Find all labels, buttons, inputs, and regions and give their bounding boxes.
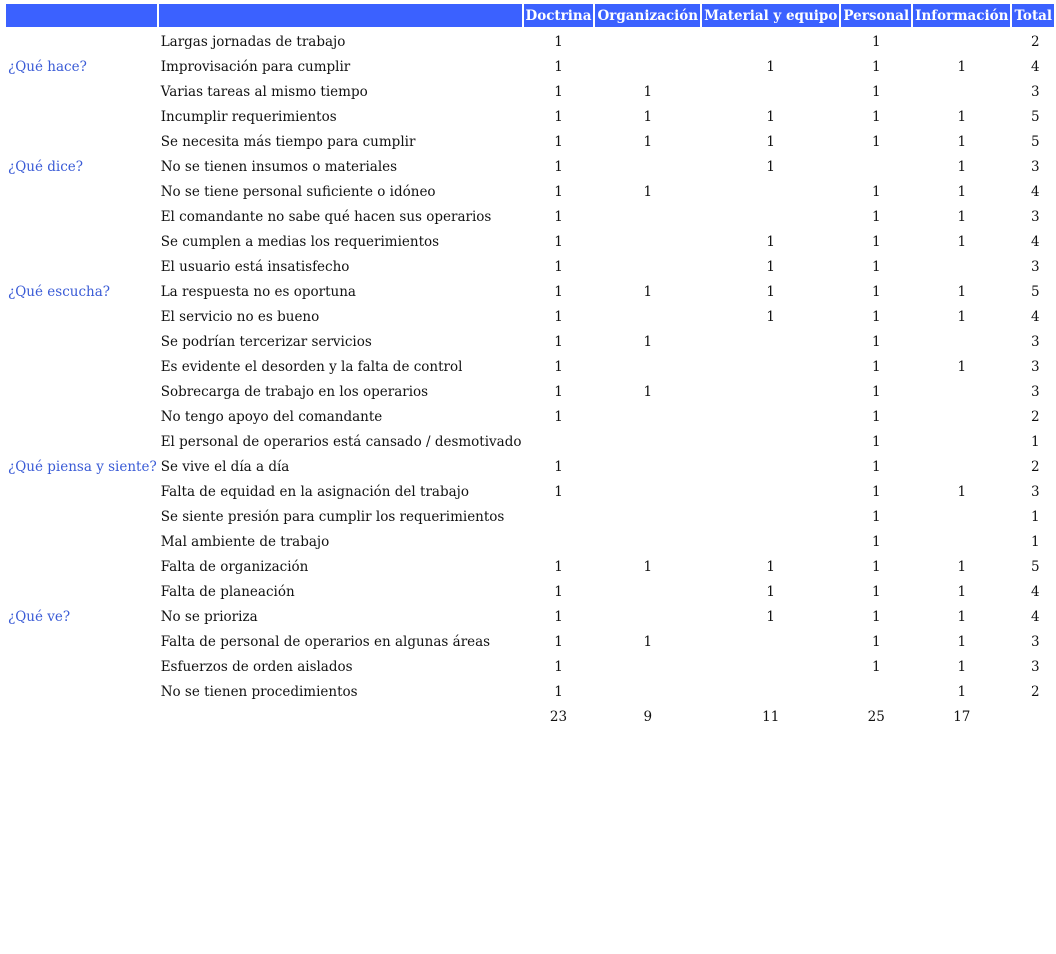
category-label: ¿Qué escucha? bbox=[8, 283, 110, 300]
category-label: ¿Qué hace? bbox=[8, 58, 87, 75]
value-cell: 1 bbox=[766, 158, 776, 175]
value-cell: 1 bbox=[643, 633, 653, 650]
value-cell bbox=[595, 529, 700, 554]
item-label: Se necesita más tiempo para cumplir bbox=[160, 133, 416, 150]
value-cell bbox=[913, 254, 1010, 279]
value-cell: 1 bbox=[766, 308, 776, 325]
value-cell bbox=[702, 379, 839, 404]
value-cell: 1 bbox=[554, 483, 563, 500]
row-total-cell: 4 bbox=[1030, 233, 1040, 250]
item-label: Se vive el día a día bbox=[160, 458, 290, 475]
value-cell: 1 bbox=[871, 458, 881, 475]
value-cell: 1 bbox=[554, 358, 563, 375]
column-total-cell: 25 bbox=[867, 708, 885, 725]
value-cell: 1 bbox=[871, 658, 881, 675]
row-total-cell: 3 bbox=[1030, 208, 1040, 225]
table-row bbox=[6, 479, 1054, 504]
category-label bbox=[6, 129, 157, 154]
value-cell: 1 bbox=[554, 258, 563, 275]
value-cell: 1 bbox=[766, 283, 776, 300]
row-total-cell: 1 bbox=[1030, 533, 1040, 550]
value-cell bbox=[595, 604, 700, 629]
value-cell: 1 bbox=[871, 283, 881, 300]
value-cell: 1 bbox=[643, 108, 653, 125]
item-label: Se siente presión para cumplir los requerimientos bbox=[160, 508, 505, 525]
item-label: No se tiene personal suficiente o idóneo bbox=[160, 183, 436, 200]
row-total-cell: 1 bbox=[1030, 433, 1040, 450]
item-label: Se podrían tercerizar servicios bbox=[160, 333, 372, 350]
table-row bbox=[6, 279, 1054, 304]
value-cell: 1 bbox=[554, 383, 563, 400]
table-row bbox=[6, 354, 1054, 379]
value-cell bbox=[913, 329, 1010, 354]
header-row bbox=[6, 4, 1054, 27]
table-row bbox=[6, 454, 1054, 479]
value-cell bbox=[702, 479, 839, 504]
table-row bbox=[6, 504, 1054, 529]
table-row bbox=[6, 254, 1054, 279]
row-total-cell: 3 bbox=[1030, 383, 1040, 400]
table-row bbox=[6, 129, 1054, 154]
survey-table bbox=[4, 4, 1056, 729]
value-cell bbox=[595, 229, 700, 254]
value-cell: 1 bbox=[871, 308, 881, 325]
value-cell: 1 bbox=[554, 158, 563, 175]
value-cell: 1 bbox=[957, 483, 967, 500]
table-row bbox=[6, 629, 1054, 654]
value-cell: 1 bbox=[554, 283, 563, 300]
value-cell: 1 bbox=[766, 133, 776, 150]
value-cell bbox=[524, 529, 594, 554]
value-cell: 1 bbox=[766, 233, 776, 250]
value-cell: 1 bbox=[554, 233, 563, 250]
value-cell bbox=[595, 27, 700, 54]
value-cell: 1 bbox=[643, 183, 653, 200]
value-cell: 1 bbox=[957, 283, 967, 300]
row-total-cell: 2 bbox=[1030, 458, 1040, 475]
value-cell bbox=[702, 629, 839, 654]
category-label bbox=[6, 204, 157, 229]
row-total-cell: 4 bbox=[1030, 608, 1040, 625]
value-cell: 1 bbox=[957, 358, 967, 375]
value-cell bbox=[913, 79, 1010, 104]
value-cell: 1 bbox=[871, 558, 881, 575]
value-cell bbox=[702, 679, 839, 704]
header-material-equipo: Material y equipo bbox=[702, 4, 839, 27]
value-cell bbox=[595, 479, 700, 504]
row-total-cell: 5 bbox=[1030, 108, 1040, 125]
value-cell bbox=[913, 404, 1010, 429]
value-cell bbox=[702, 27, 839, 54]
value-cell: 1 bbox=[871, 108, 881, 125]
value-cell: 1 bbox=[554, 408, 563, 425]
value-cell: 1 bbox=[871, 483, 881, 500]
value-cell: 1 bbox=[957, 133, 967, 150]
value-cell: 1 bbox=[871, 58, 881, 75]
column-total-cell: 9 bbox=[643, 708, 653, 725]
row-total-cell: 3 bbox=[1030, 83, 1040, 100]
value-cell: 1 bbox=[871, 608, 881, 625]
value-cell: 1 bbox=[957, 308, 967, 325]
item-label: El personal de operarios está cansado / desmotivado bbox=[160, 433, 522, 450]
row-total-cell: 3 bbox=[1030, 258, 1040, 275]
value-cell: 1 bbox=[643, 133, 653, 150]
value-cell bbox=[841, 154, 911, 179]
category-label bbox=[6, 654, 157, 679]
value-cell: 1 bbox=[871, 258, 881, 275]
row-total-cell: 3 bbox=[1030, 633, 1040, 650]
category-label bbox=[6, 229, 157, 254]
table-row bbox=[6, 104, 1054, 129]
value-cell bbox=[595, 454, 700, 479]
row-total-cell: 2 bbox=[1030, 33, 1040, 50]
item-label: El servicio no es bueno bbox=[160, 308, 320, 325]
category-label bbox=[6, 304, 157, 329]
table-row bbox=[6, 229, 1054, 254]
value-cell bbox=[595, 54, 700, 79]
value-cell bbox=[913, 529, 1010, 554]
header-informacion: Información bbox=[913, 4, 1010, 27]
category-label bbox=[6, 79, 157, 104]
row-total-cell: 3 bbox=[1030, 158, 1040, 175]
value-cell: 1 bbox=[871, 533, 881, 550]
value-cell: 1 bbox=[643, 333, 653, 350]
value-cell bbox=[595, 429, 700, 454]
value-cell bbox=[595, 254, 700, 279]
value-cell bbox=[702, 654, 839, 679]
category-label bbox=[6, 479, 157, 504]
value-cell: 1 bbox=[957, 558, 967, 575]
value-cell: 1 bbox=[871, 433, 881, 450]
category-label bbox=[6, 629, 157, 654]
table-row bbox=[6, 54, 1054, 79]
table-row bbox=[6, 179, 1054, 204]
table-row bbox=[6, 579, 1054, 604]
row-total-cell: 4 bbox=[1030, 583, 1040, 600]
value-cell: 1 bbox=[871, 358, 881, 375]
value-cell: 1 bbox=[957, 108, 967, 125]
value-cell: 1 bbox=[871, 508, 881, 525]
value-cell: 1 bbox=[957, 208, 967, 225]
value-cell bbox=[841, 679, 911, 704]
empty-cell bbox=[159, 704, 522, 729]
category-label bbox=[6, 554, 157, 579]
item-label: Falta de equidad en la asignación del trabajo bbox=[160, 483, 469, 500]
value-cell: 1 bbox=[554, 633, 563, 650]
value-cell: 1 bbox=[871, 133, 881, 150]
value-cell: 1 bbox=[554, 308, 563, 325]
category-label bbox=[6, 254, 157, 279]
table-row bbox=[6, 429, 1054, 454]
value-cell: 1 bbox=[871, 83, 881, 100]
value-cell bbox=[702, 329, 839, 354]
value-cell bbox=[524, 429, 594, 454]
value-cell: 1 bbox=[871, 383, 881, 400]
table-row bbox=[6, 79, 1054, 104]
value-cell: 1 bbox=[554, 33, 563, 50]
value-cell: 1 bbox=[957, 583, 967, 600]
value-cell bbox=[595, 154, 700, 179]
row-total-cell: 4 bbox=[1030, 308, 1040, 325]
table-row bbox=[6, 554, 1054, 579]
value-cell: 1 bbox=[554, 583, 563, 600]
item-label: Mal ambiente de trabajo bbox=[160, 533, 330, 550]
value-cell: 1 bbox=[554, 608, 563, 625]
totals-row bbox=[6, 704, 1054, 729]
column-total-cell: 11 bbox=[762, 708, 780, 725]
category-label bbox=[6, 529, 157, 554]
item-label: No se prioriza bbox=[160, 608, 258, 625]
category-label bbox=[6, 27, 157, 54]
value-cell: 1 bbox=[957, 633, 967, 650]
value-cell: 1 bbox=[643, 558, 653, 575]
table-row bbox=[6, 404, 1054, 429]
value-cell: 1 bbox=[766, 258, 776, 275]
table-row bbox=[6, 654, 1054, 679]
value-cell: 1 bbox=[957, 183, 967, 200]
value-cell: 1 bbox=[554, 133, 563, 150]
value-cell bbox=[702, 204, 839, 229]
value-cell bbox=[913, 454, 1010, 479]
row-total-cell: 4 bbox=[1030, 58, 1040, 75]
value-cell bbox=[702, 79, 839, 104]
table-row bbox=[6, 204, 1054, 229]
value-cell: 1 bbox=[643, 83, 653, 100]
row-total-cell: 5 bbox=[1030, 283, 1040, 300]
value-cell: 1 bbox=[766, 58, 776, 75]
value-cell: 1 bbox=[957, 683, 967, 700]
header-total: Total bbox=[1012, 4, 1054, 27]
value-cell bbox=[702, 429, 839, 454]
category-label bbox=[6, 429, 157, 454]
item-label: Varias tareas al mismo tiempo bbox=[160, 83, 368, 100]
value-cell: 1 bbox=[871, 183, 881, 200]
value-cell: 1 bbox=[554, 333, 563, 350]
header-cell-category bbox=[6, 4, 157, 27]
value-cell: 1 bbox=[766, 608, 776, 625]
value-cell bbox=[702, 504, 839, 529]
item-label: El usuario está insatisfecho bbox=[160, 258, 350, 275]
row-total-cell: 1 bbox=[1030, 508, 1040, 525]
value-cell: 1 bbox=[554, 83, 563, 100]
row-total-cell: 5 bbox=[1030, 133, 1040, 150]
value-cell bbox=[595, 679, 700, 704]
value-cell bbox=[595, 204, 700, 229]
table-row bbox=[6, 529, 1054, 554]
value-cell: 1 bbox=[766, 558, 776, 575]
item-label: Incumplir requerimientos bbox=[160, 108, 337, 125]
value-cell: 1 bbox=[871, 583, 881, 600]
value-cell: 1 bbox=[957, 658, 967, 675]
value-cell bbox=[702, 179, 839, 204]
value-cell: 1 bbox=[957, 608, 967, 625]
header-personal: Personal bbox=[841, 4, 911, 27]
value-cell: 1 bbox=[871, 233, 881, 250]
column-total-cell: 23 bbox=[549, 708, 568, 725]
category-label bbox=[6, 404, 157, 429]
category-label: ¿Qué piensa y siente? bbox=[8, 458, 157, 475]
row-total-cell: 4 bbox=[1030, 183, 1040, 200]
value-cell bbox=[595, 404, 700, 429]
category-label bbox=[6, 179, 157, 204]
item-label: Largas jornadas de trabajo bbox=[160, 33, 346, 50]
value-cell: 1 bbox=[554, 183, 563, 200]
value-cell bbox=[595, 654, 700, 679]
table-row bbox=[6, 604, 1054, 629]
value-cell: 1 bbox=[643, 283, 653, 300]
category-label bbox=[6, 354, 157, 379]
value-cell: 1 bbox=[554, 683, 563, 700]
item-label: Falta de organización bbox=[160, 558, 309, 575]
item-label: La respuesta no es oportuna bbox=[160, 283, 356, 300]
item-label: Falta de personal de operarios en algunas áreas bbox=[160, 633, 491, 650]
item-label: Se cumplen a medias los requerimientos bbox=[160, 233, 440, 250]
value-cell: 1 bbox=[871, 208, 881, 225]
table-row bbox=[6, 679, 1054, 704]
table-row bbox=[6, 379, 1054, 404]
value-cell bbox=[524, 504, 594, 529]
value-cell: 1 bbox=[766, 108, 776, 125]
row-total-cell: 5 bbox=[1030, 558, 1040, 575]
empty-cell bbox=[1012, 704, 1054, 729]
value-cell bbox=[913, 379, 1010, 404]
value-cell bbox=[595, 504, 700, 529]
item-label: Esfuerzos de orden aislados bbox=[160, 658, 353, 675]
value-cell bbox=[913, 27, 1010, 54]
category-label: ¿Qué ve? bbox=[8, 608, 71, 625]
value-cell bbox=[595, 579, 700, 604]
value-cell bbox=[702, 529, 839, 554]
item-label: El comandante no sabe qué hacen sus operarios bbox=[160, 208, 492, 225]
item-label: No se tienen procedimientos bbox=[160, 683, 358, 700]
value-cell bbox=[595, 354, 700, 379]
item-label: No se tienen insumos o materiales bbox=[160, 158, 398, 175]
value-cell: 1 bbox=[554, 58, 563, 75]
value-cell: 1 bbox=[957, 58, 967, 75]
item-label: Falta de planeación bbox=[160, 583, 295, 600]
value-cell: 1 bbox=[554, 208, 563, 225]
row-total-cell: 2 bbox=[1030, 408, 1040, 425]
value-cell bbox=[913, 504, 1010, 529]
column-total-cell: 17 bbox=[953, 708, 971, 725]
value-cell: 1 bbox=[957, 158, 967, 175]
row-total-cell: 2 bbox=[1030, 683, 1040, 700]
category-label: ¿Qué dice? bbox=[8, 158, 84, 175]
value-cell: 1 bbox=[871, 333, 881, 350]
table-row bbox=[6, 154, 1054, 179]
row-total-cell: 3 bbox=[1030, 333, 1040, 350]
value-cell bbox=[595, 304, 700, 329]
item-label: Improvisación para cumplir bbox=[160, 58, 351, 75]
category-label bbox=[6, 379, 157, 404]
header-cell-item bbox=[159, 4, 522, 27]
value-cell: 1 bbox=[554, 558, 563, 575]
value-cell bbox=[702, 354, 839, 379]
value-cell: 1 bbox=[554, 108, 563, 125]
item-label: Sobrecarga de trabajo en los operarios bbox=[160, 383, 429, 400]
value-cell bbox=[913, 429, 1010, 454]
item-label: No tengo apoyo del comandante bbox=[160, 408, 383, 425]
empty-cell bbox=[6, 704, 157, 729]
table-row bbox=[6, 329, 1054, 354]
value-cell: 1 bbox=[643, 383, 653, 400]
value-cell: 1 bbox=[554, 658, 563, 675]
table-row bbox=[6, 304, 1054, 329]
header-organizacion: Organización bbox=[595, 4, 700, 27]
category-label bbox=[6, 679, 157, 704]
item-label: Es evidente el desorden y la falta de control bbox=[160, 358, 463, 375]
value-cell bbox=[702, 454, 839, 479]
header-doctrina: Doctrina bbox=[524, 4, 594, 27]
value-cell: 1 bbox=[871, 408, 881, 425]
category-label bbox=[6, 329, 157, 354]
value-cell: 1 bbox=[766, 583, 776, 600]
value-cell bbox=[702, 404, 839, 429]
value-cell: 1 bbox=[554, 458, 563, 475]
table-row bbox=[6, 27, 1054, 54]
category-label bbox=[6, 504, 157, 529]
row-total-cell: 3 bbox=[1030, 658, 1040, 675]
row-total-cell: 3 bbox=[1030, 358, 1040, 375]
value-cell: 1 bbox=[871, 33, 881, 50]
category-label bbox=[6, 104, 157, 129]
row-total-cell: 3 bbox=[1030, 483, 1040, 500]
value-cell: 1 bbox=[871, 633, 881, 650]
value-cell: 1 bbox=[957, 233, 967, 250]
category-label bbox=[6, 579, 157, 604]
